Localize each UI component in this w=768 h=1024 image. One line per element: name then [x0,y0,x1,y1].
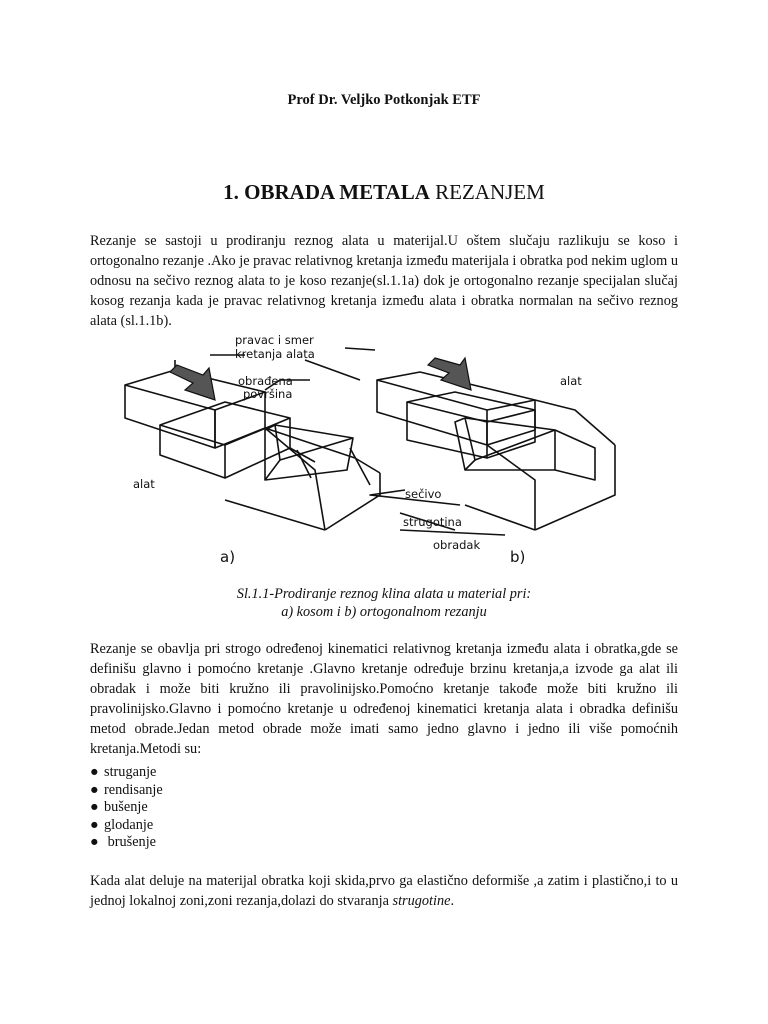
author-header: Prof Dr. Veljko Potkonjak ETF [287,92,481,108]
paragraph-intro: Rezanje se sastoji u prodiranju reznog alata u materijal.U oštem slučaju razlikuju se koso i ortogonalno rezanje .Ako je pravac relativnog kretanja između materijala i obratka pod nekim uglom u odnosu na sečivo reznog alata to je koso rezanje(sl.1.1a) dok je ortogonalno rezanje specijalan slučaj kosog rezanja kada je pravac relativnog kretanja između alata i obratka normalan na sečivo reznog alata (sl.1.1b). [90,233,678,329]
label-secivo: sečivo [405,487,442,501]
methods-list [90,764,163,852]
label-obradak: obradak [433,538,481,552]
label-alat-left: alat [133,477,155,491]
caption-line-1: Sl.1.1-Prodiranje reznog klina alata u material pri: [236,586,532,602]
label-strugotina: strugotina [403,515,462,529]
list-item: ● glodanje [90,816,154,833]
list-item: ● bušenje [90,799,148,816]
label-b: b) [510,548,526,566]
figure-caption [0,585,768,621]
chapter-title-bold: 1. OBRADA METALA [223,180,430,204]
label-a: a) [220,548,236,566]
list-item: ● rendisanje [90,781,163,798]
workpiece-b [377,372,615,530]
label-pravac: pravac i smer [235,333,314,347]
tool-a [160,402,353,480]
bullet-icon: ● [90,764,99,780]
term-strugotine: strugotine [392,893,451,909]
label-obradjena: obrađena [238,374,293,388]
label-alat-right: alat [560,374,582,388]
bullet-icon: ● [90,781,99,798]
tool-b [407,392,595,480]
list-item: ● brušenje [90,834,157,851]
arrow-b [428,358,471,390]
chapter-title-rest: REZANJEM [429,180,545,204]
caption-line-2: a) kosom i b) ortogonalnom rezanju [281,604,487,620]
label-kretanja: kretanja alata [235,347,315,361]
list-item: ● struganje [90,764,157,780]
paragraph-chip-formation: Kada alat deluje na materijal obratka koji skida,prvo ga elastično deformiše ,a zatim i plastično,i to u jednoj lokalnoj zoni,zoni rezanja,dolazi do stvaranja strugotine. [90,873,678,909]
label-povrsina: površina [243,387,293,401]
bullet-icon: ● [90,799,99,816]
cutting-figure [115,330,655,580]
bullet-icon: ● [90,834,99,851]
bullet-icon: ● [90,816,99,833]
chapter-title [0,180,768,205]
paragraph-kinematics: Rezanje se obavlja pri strogo određenoj kinematici relativnog kretanja između alata i obratka,gde se definišu glavno i pomoćno kretanje .Glavno kretanje određuje brzinu kretanja,a izvode ga alat ili obradak i može biti kružno ili pravolinijsko.Pomoćno kretanje takođe može biti kružno ili pravolinijsko.Glavno i pomoćno kretanje u određenoj kinematici kretanja alata i obradka definišu metod obrade.Jedan metod obrade može imati samo jedno glavno i jedno ili više pomoćnih kretanja.Metodi su: [90,641,678,757]
arrow-a [170,365,215,400]
